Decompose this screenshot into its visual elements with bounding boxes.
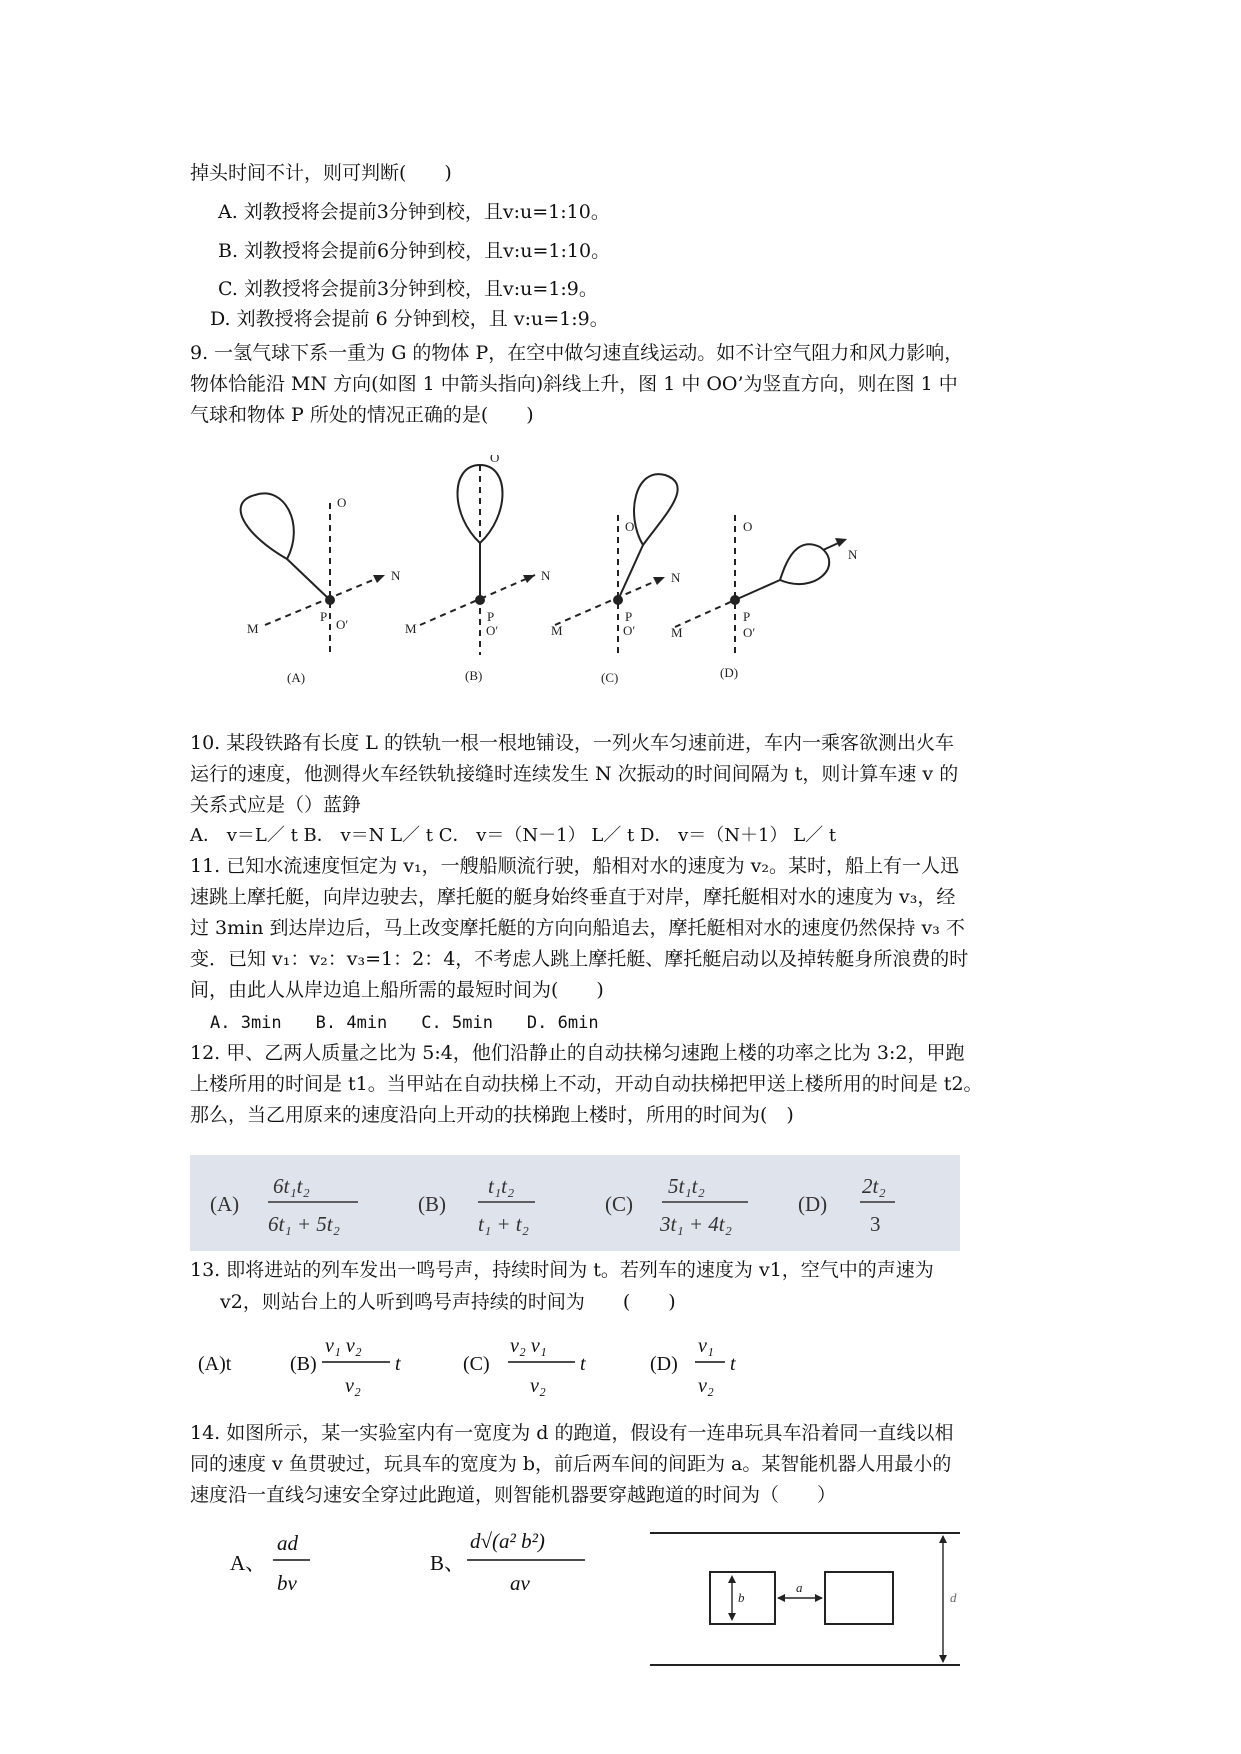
q9-fig-a-o: O [337,495,347,510]
q9-caption-d: (D) [720,665,739,680]
q14-option-b-label: B、 [430,1551,466,1575]
q13-option-b-den: v₂ [345,1375,361,1397]
q9-fig-b-o-prime: O′ [486,623,499,638]
q11-line-4: 变．已知 v₁：v₂：v₃=1：2：4，不考虑人跳上摩托艇、摩托艇启动以及掉转艇身所浪费的时 [190,948,969,970]
q14-option-a-den: bv [277,1571,297,1595]
q9-fig-d-o: O [743,519,753,534]
q12-line-1: 12. 甲、乙两人质量之比为 5:4，他们沿静止的自动扶梯匀速跑上楼的功率之比为 3:2，甲跑 [190,1042,965,1064]
q11-line-2: 速跳上摩托艇，向岸边驶去，摩托艇的艇身始终垂直于对岸，摩托艇相对水的速度为 v₃，经 [190,886,956,908]
q14-line-3: 速度沿一直线匀速安全穿过此跑道，则智能机器要穿越跑道的时间为（ ） [190,1484,837,1506]
q12-option-d-num: 2t₂ [862,1174,886,1198]
q10-line-2: 运行的速度，他测得火车经铁轨接缝时连续发生 N 次振动的时间间隔为 t，则计算车速 v 的 [190,763,959,785]
q11-line-3: 过 3min 到达岸边后，马上改变摩托艇的方向向船追去，摩托艇相对水的速度仍然保持 v₃ 不 [190,917,965,939]
q13-option-c-num: v₂ v₁ [510,1335,547,1357]
q14-track-figure [650,1530,980,1670]
q13-option-b-label: (B) [290,1353,317,1375]
q9-fig-d-o-prime: O′ [743,625,756,640]
q14-option-a-num: ad [277,1531,298,1555]
q13-option-d-num: v₁ [698,1335,714,1357]
q9-line-2: 物体恰能沿 MN 方向(如图 1 中箭头指向)斜线上升，图 1 中 OO’为竖直方向，则在图 1 中 [190,373,958,395]
q13-option-b-t: t [395,1353,401,1375]
q14-option-a-label: A、 [230,1551,267,1575]
q12-option-a-num: 6t₁t₂ [273,1174,310,1198]
q10-line-1: 10. 某段铁路有长度 L 的铁轨一根一根地铺设，一列火车匀速前进，车内一乘客欲测出火车 [190,732,954,754]
q12-line-2: 上楼所用的时间是 t1。当甲站在自动扶梯上不动，开动自动扶梯把甲送上楼所用的时间是 t2。 [190,1073,983,1095]
q13-options-formulas [190,1322,890,1402]
q9-fig-c-p: P [625,609,633,624]
q12-option-c-den: 3t₁ + 4t₂ [660,1212,732,1236]
q8-option-d: D. 刘教授将会提前 6 分钟到校，且 v:u=1:9。 [210,308,609,330]
q12-option-a-den: 6t₁ + 5t₂ [268,1212,340,1236]
q12-option-d-label: (D) [798,1192,828,1216]
q12-option-b-label: (B) [418,1192,446,1216]
q13-option-d-t: t [730,1353,736,1375]
q9-fig-b-n: N [541,568,551,583]
q8-tail: 掉头时间不计，则可判断( ) [190,162,452,184]
q11-line-1: 11. 已知水流速度恒定为 v₁，一艘船顺流行驶，船相对水的速度为 v₂。某时，船上有一人迅 [190,855,960,877]
q14-fig-label-a: a [796,1580,803,1595]
q14-options-formulas [225,1520,605,1605]
q9-fig-c-m: M [551,623,563,638]
q14-fig-label-b: b [738,1590,745,1605]
q9-fig-b-o: O [490,455,500,465]
q9-fig-d-p: P [743,609,751,624]
q9-fig-c-o-prime: O′ [623,623,636,638]
q14-line-2: 同的速度 v 鱼贯驶过，玩具车的宽度为 b，前后两车间的间距为 a。某智能机器人用最小的 [190,1453,952,1475]
q9-line-3: 气球和物体 P 所处的情况正确的是( ) [190,404,534,426]
q11-line-5: 间，由此人从岸边追上船所需的最短时间为( ) [190,979,604,1001]
q14-line-1: 14. 如图所示，某一实验室内有一宽度为 d 的跑道，假设有一连串玩具车沿着同一直线以相 [190,1422,954,1444]
q12-option-c-num: 5t₁t₂ [668,1174,705,1198]
q8-option-b: B. 刘教授将会提前6分钟到校，且v:u=1:10。 [218,240,611,262]
q13-option-c-label: (C) [463,1353,490,1375]
q13-option-d-den: v₂ [698,1375,714,1397]
q13-option-a: (A)t [198,1353,232,1375]
q12-option-b-num: t₁t₂ [488,1174,515,1198]
q10-options: A． v＝L／ t B． v＝N L／ t C． v＝（N－1） L／ t D． v＝（N＋1） L／ t [190,825,837,846]
q10-line-3: 关系式应是（）蓝錚 [190,794,362,816]
q9-fig-a-o-prime: O′ [336,617,349,632]
q9-caption-c: (C) [601,670,619,685]
q13-line-2: v2，则站台上的人听到鸣号声持续的时间为 ( ) [220,1291,676,1313]
q13-line-1: 13. 即将进站的列车发出一鸣号声，持续时间为 t。若列车的速度为 v1，空气中的声速为 [190,1259,934,1281]
q12-option-c-label: (C) [605,1192,633,1216]
q13-option-b-num: v₁ v₂ [325,1335,362,1357]
q9-balloon-figure [225,455,935,700]
q12-option-a-label: (A) [210,1192,240,1216]
q9-fig-b-p: P [487,609,495,624]
q9-fig-d-m: M [671,625,683,640]
q9-fig-a-m: M [247,621,259,636]
q12-options-image [190,1155,960,1251]
q9-caption-a: (A) [287,670,306,685]
q12-line-3: 那么，当乙用原来的速度沿向上开动的扶梯跑上楼时，所用的时间为( ) [190,1104,794,1126]
q13-option-c-t: t [580,1353,586,1375]
q12-option-d-den: 3 [870,1212,881,1236]
q14-option-b-num: d√(a² b²) [470,1529,545,1553]
q9-fig-d-n: N [848,547,858,562]
q9-fig-c-n: N [671,570,681,585]
q12-option-b-den: t₁ + t₂ [478,1212,529,1236]
q9-fig-c-o: O [625,519,635,534]
q11-options: A. 3min B. 4min C. 5min D. 6min [210,1013,599,1033]
q14-fig-label-d: d [950,1590,957,1605]
q8-option-a: A. 刘教授将会提前3分钟到校，且v:u=1:10。 [218,201,610,223]
q9-fig-b-m: M [405,621,417,636]
q9-caption-b: (B) [465,668,483,683]
q8-option-c: C. 刘教授将会提前3分钟到校，且v:u=1:9。 [218,278,598,300]
q9-fig-a-n: N [391,568,401,583]
q13-option-d-label: (D) [650,1353,678,1375]
q9-line-1: 9. 一氢气球下系一重为 G 的物体 P，在空中做匀速直线运动。如不计空气阻力和风力影响， [190,342,964,364]
q13-option-c-den: v₂ [530,1375,546,1397]
q9-fig-a-p: P [320,609,328,624]
q14-option-b-den: av [510,1571,530,1595]
